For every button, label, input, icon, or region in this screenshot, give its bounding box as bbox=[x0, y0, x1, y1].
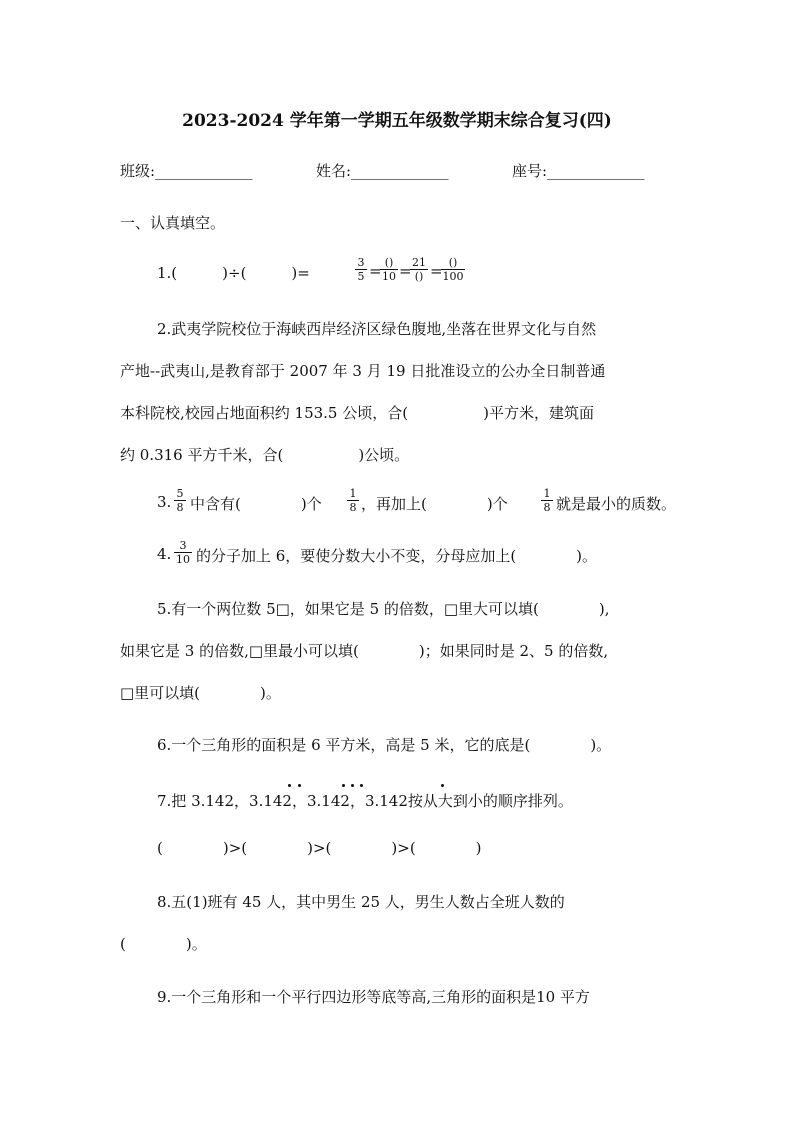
q4-fraction bbox=[174, 539, 192, 566]
q3-fraction-2 bbox=[347, 487, 359, 514]
repeat-dot bbox=[288, 784, 291, 787]
q3-f2-numerator: 1 bbox=[347, 487, 359, 501]
q3-fraction-1 bbox=[174, 487, 186, 514]
q1-f1-numerator: 3 bbox=[355, 256, 367, 270]
q4-prefix: 4. bbox=[157, 545, 172, 563]
seat-field-label: 座号:_____________ bbox=[512, 162, 645, 180]
q1-f1-denominator: 5 bbox=[357, 270, 365, 283]
class-field-label: 班级:_____________ bbox=[120, 162, 253, 180]
q1-f3-denominator: () bbox=[414, 270, 424, 283]
q1-fraction-3 bbox=[410, 256, 428, 283]
page-title: 2023-2024 学年第一学期五年级数学期末综合复习(四) bbox=[182, 111, 612, 131]
q4-text: 的分子加上 6，要使分数大小不变，分母应加上( )。 bbox=[196, 547, 598, 565]
q5-line-2: 如果它是 3 的倍数,□里最小可以填( )；如果同时是 2、5 的倍数, bbox=[120, 642, 609, 660]
q1-fraction-4 bbox=[441, 256, 465, 283]
q4-numerator: 3 bbox=[174, 539, 192, 553]
q5-line-1: 5.有一个两位数 5□，如果它是 5 的倍数，□里大可以填( ), bbox=[157, 600, 610, 618]
q1-equals-4: = bbox=[430, 262, 443, 280]
repeat-dot bbox=[298, 784, 301, 787]
q8-line-2: ( )。 bbox=[120, 935, 207, 953]
q1-f4-numerator: () bbox=[441, 256, 465, 270]
q1-f2-denominator: 10 bbox=[382, 270, 396, 283]
q1-f4-denominator: 100 bbox=[442, 270, 464, 283]
q1-f3-numerator: 21 bbox=[412, 256, 426, 269]
q3-f1-denominator: 8 bbox=[176, 501, 184, 514]
q7-number-4-decimals: 142 bbox=[379, 792, 408, 810]
q4-denominator: 10 bbox=[176, 553, 190, 566]
q7-line bbox=[157, 790, 573, 811]
q7-prefix: 7.把 3.142，3. bbox=[157, 792, 264, 810]
q1-fraction-2 bbox=[380, 256, 398, 283]
q3-f1-numerator: 5 bbox=[174, 487, 186, 501]
q3-text-2: ，再加上( )个 bbox=[361, 495, 508, 513]
q2-line-4: 约 0.316 平方千米，合( )公顷。 bbox=[120, 446, 410, 464]
q3-f3-denominator: 8 bbox=[543, 501, 551, 514]
q1-equals-2: = bbox=[369, 262, 382, 280]
q7-answer-blanks: ( )>( )>( )>( ) bbox=[157, 839, 482, 857]
q7-number-2-decimals: 142 bbox=[263, 792, 292, 810]
q6-text: 6.一个三角形的面积是 6 平方米，高是 5 米，它的底是( )。 bbox=[157, 736, 612, 754]
repeat-dot bbox=[360, 784, 363, 787]
q3-prefix: 3. bbox=[157, 493, 172, 511]
section-heading: 一、认真填空。 bbox=[120, 214, 226, 232]
q3-fraction-3 bbox=[541, 487, 553, 514]
q9-line-1: 9.一个三角形和一个平行四边形等底等高,三角形的面积是10 平方 bbox=[157, 988, 590, 1006]
q5-line-3: □里可以填( )。 bbox=[120, 684, 281, 702]
q7-number-3-decimals: 142 bbox=[321, 792, 350, 810]
q1-equals-3: = bbox=[399, 262, 412, 280]
q7-sep-3: ，3. bbox=[349, 792, 380, 810]
q1-prefix: 1.( )÷( )= bbox=[157, 264, 310, 282]
q1-fraction-1 bbox=[355, 256, 367, 283]
q7-suffix: 按从大到小的顺序排列。 bbox=[407, 792, 573, 810]
q3-f3-numerator: 1 bbox=[541, 487, 553, 501]
q1-f2-numerator: () bbox=[380, 256, 398, 270]
q3-f2-denominator: 8 bbox=[349, 501, 357, 514]
q2-line-3: 本科院校,校园占地面积约 153.5 公顷，合( )平方米，建筑面 bbox=[120, 404, 594, 422]
repeat-dot bbox=[342, 784, 345, 787]
name-field-label: 姓名:_____________ bbox=[316, 162, 449, 180]
repeat-dot bbox=[441, 784, 444, 787]
q7-sep-2: ，3. bbox=[291, 792, 322, 810]
q3-text-3: 就是最小的质数。 bbox=[556, 495, 677, 513]
repeat-dot bbox=[351, 784, 354, 787]
q3-text-1: 中含有( )个 bbox=[190, 495, 322, 513]
q2-line-2: 产地--武夷山,是教育部于 2007 年 3 月 19 日批准设立的公办全日制普通 bbox=[120, 362, 606, 380]
q2-line-1: 2.武夷学院校位于海峡西岸经济区绿色腹地,坐落在世界文化与自然 bbox=[157, 320, 597, 338]
q8-line-1: 8.五(1)班有 45 人，其中男生 25 人，男生人数占全班人数的 bbox=[157, 893, 565, 911]
